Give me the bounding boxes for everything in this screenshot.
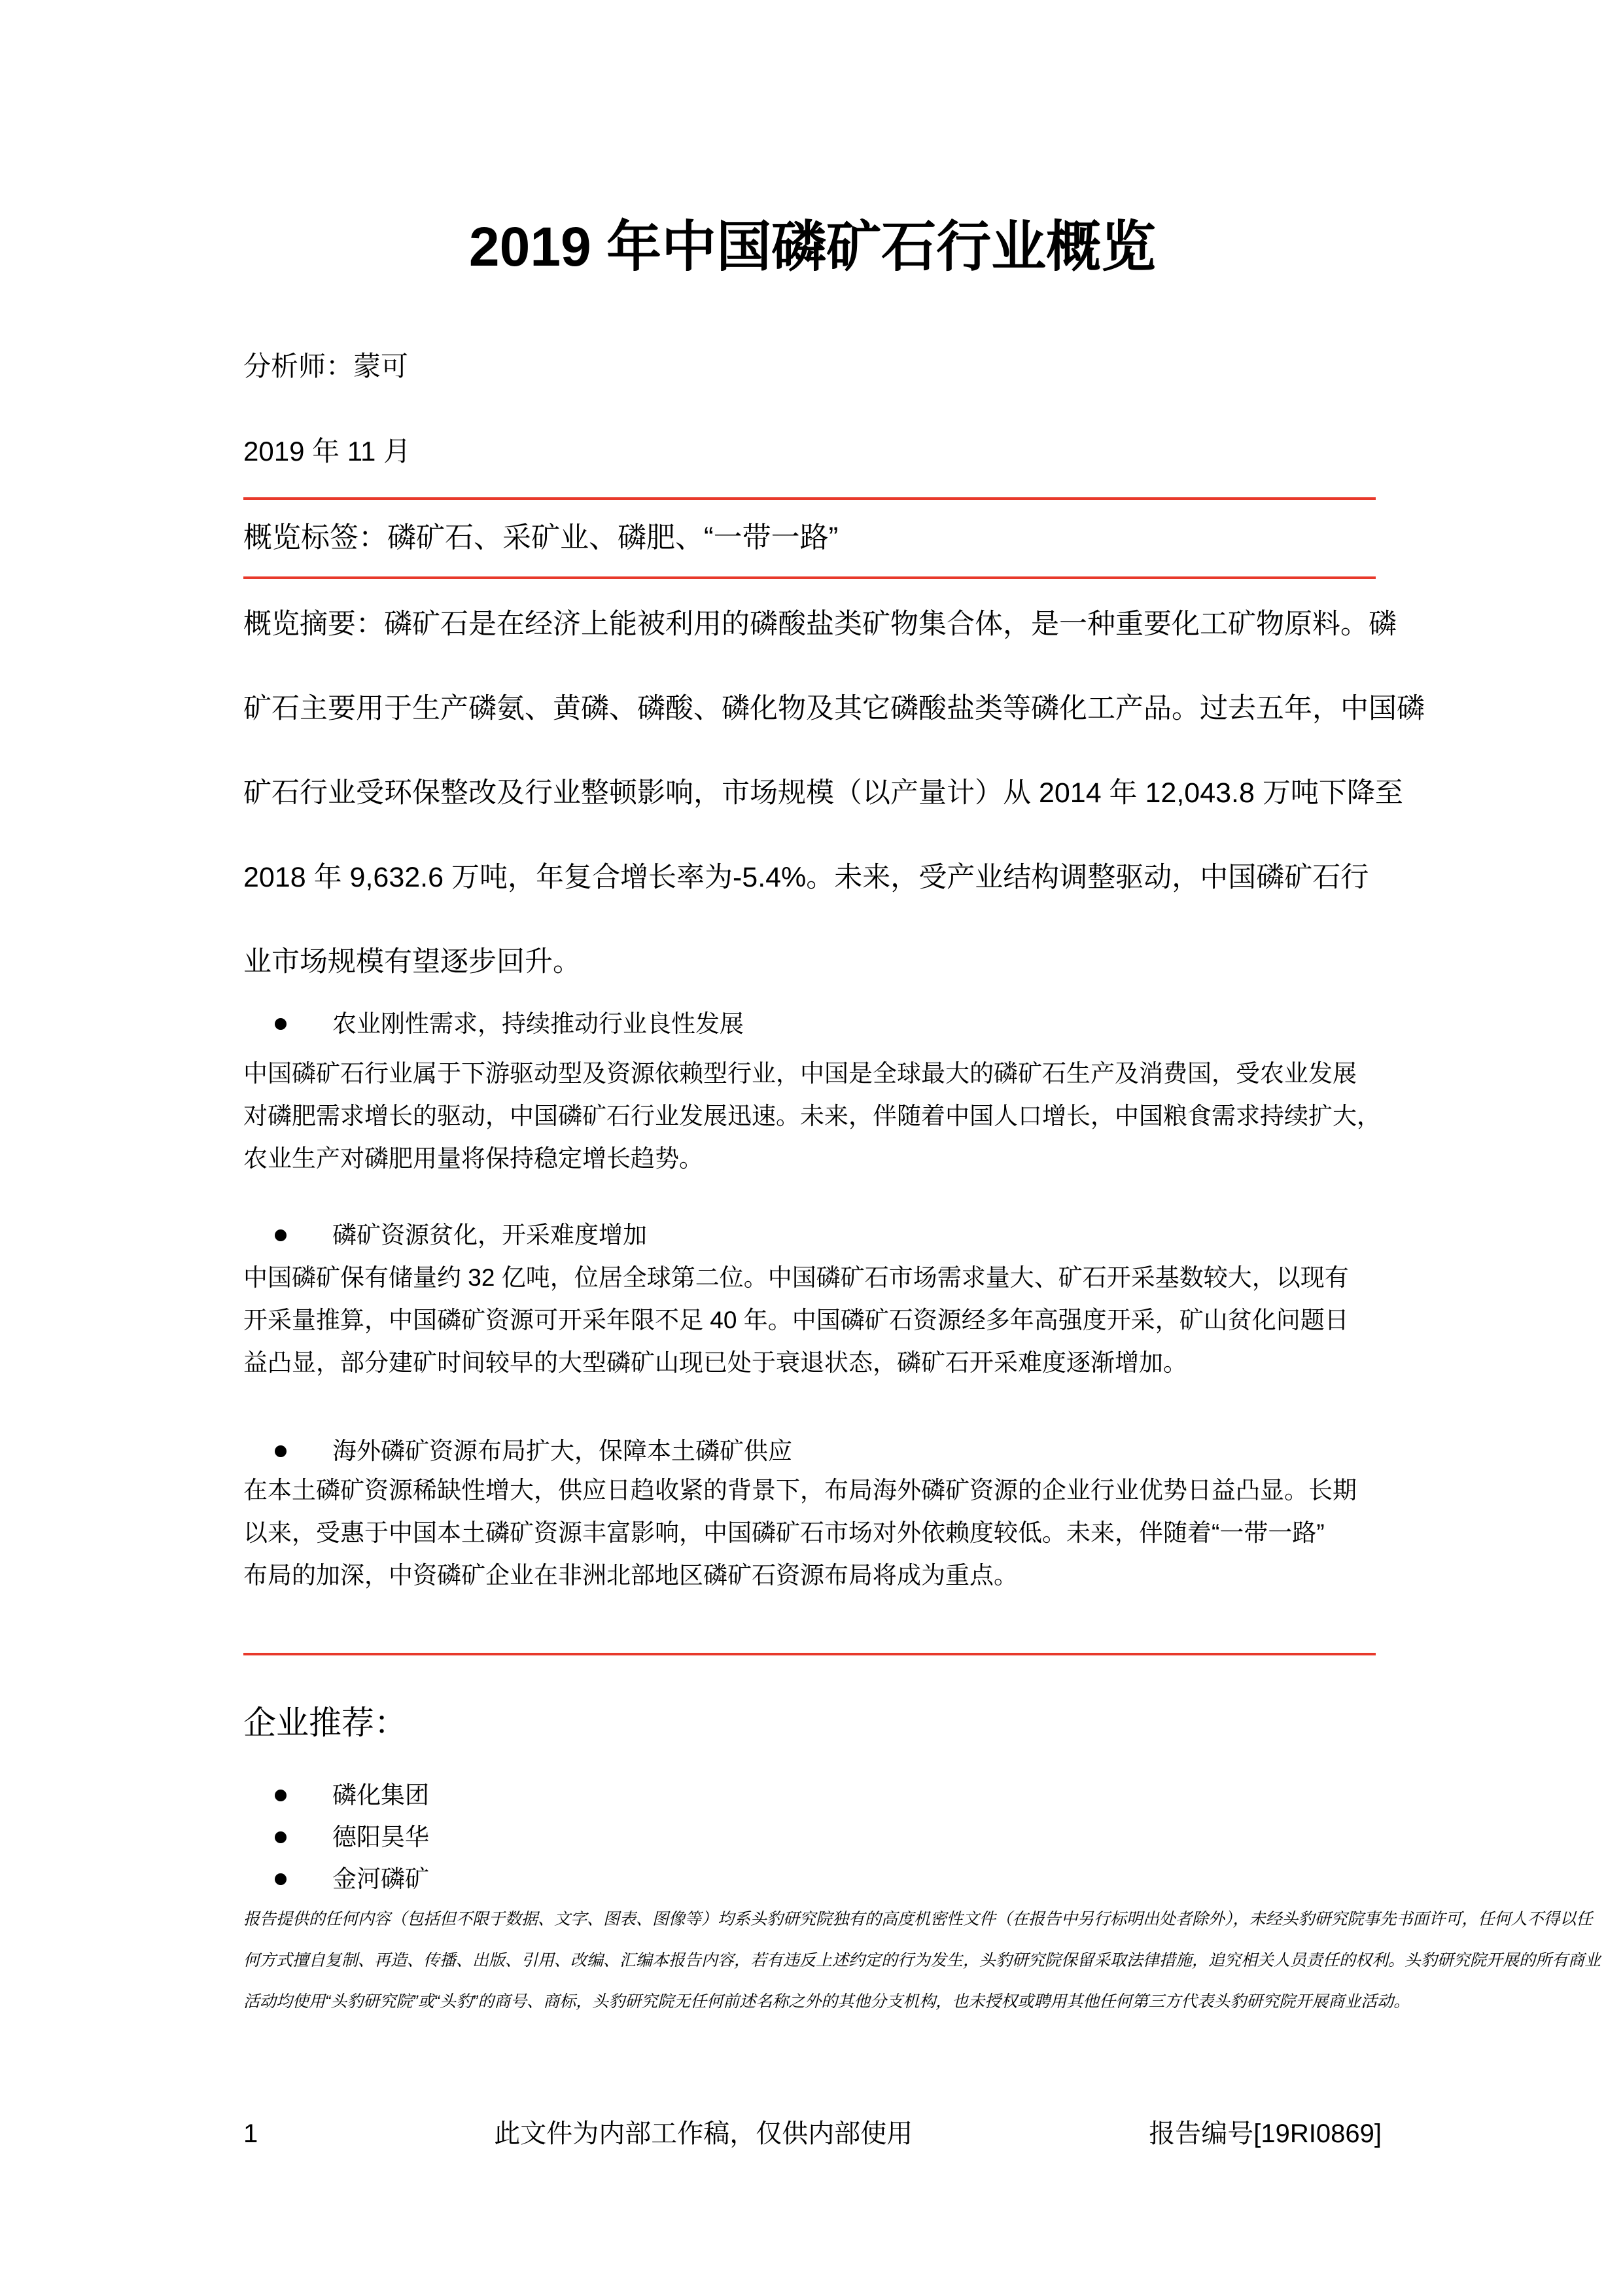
summary-line: 矿石行业受环保整改及行业整顿影响，市场规模（以产量计）从 2014 年 12,043.8 万吨下降至: [243, 777, 1403, 809]
bullet-icon: [275, 1831, 287, 1843]
report-number: 报告编号[19RI0869]: [1149, 2119, 1382, 2148]
body-line: 中国磷矿保有储量约 32 亿吨，位居全球第二位。中国磷矿石市场需求量大、矿石开采基数较大，以现有: [243, 1264, 1349, 1291]
company-name: 金河磷矿: [332, 1865, 429, 1892]
disclaimer-line: 何方式擅自复制、再造、传播、出版、引用、改编、汇编本报告内容，若有违反上述约定的行为发生，头豹研究院保留采取法律措施，追究相关人员责任的权利。头豹研究院开展的所有商业: [243, 1951, 1601, 1969]
page-footer: [243, 2117, 1382, 2150]
highlight-heading-resource-depletion: [243, 1219, 647, 1252]
summary-line: 概览摘要：磷矿石是在经济上能被利用的磷酸盐类矿物集合体，是一种重要化工矿物原料。磷: [243, 609, 1397, 640]
date-line: 2019 年 11 月: [243, 436, 411, 467]
highlight-body-resource-depletion: [243, 1256, 1382, 1384]
disclaimer-line: 活动均使用“头豹研究院”或“头豹”的商号、商标，头豹研究院无任何前述名称之外的其他分支机构，也未授权或聘用其他任何第三方代表头豹研究院开展商业活动。: [243, 1992, 1410, 2011]
body-line: 益凸显，部分建矿时间较早的大型磷矿山现已处于衰退状态，磷矿石开采难度逐渐增加。: [243, 1349, 1187, 1376]
divider-top: [243, 497, 1376, 500]
company-name: 磷化集团: [332, 1782, 429, 1809]
summary-line: 2018 年 9,632.6 万吨，年复合增长率为-5.4%。未来，受产业结构调整驱动，中国磷矿石行: [243, 862, 1369, 893]
summary-line: 业市场规模有望逐步回升。: [243, 946, 581, 978]
legal-disclaimer: [243, 1899, 1601, 2022]
summary-paragraph: [243, 582, 1425, 1004]
divider-tags: [243, 576, 1376, 579]
bullet-icon: [275, 1229, 287, 1241]
body-line: 农业生产对磷肥用量将保持稳定增长趋势。: [243, 1145, 703, 1172]
body-line: 在本土磷矿资源稀缺性增大，供应日趋收紧的背景下，布局海外磷矿资源的企业行业优势日益凸显。长期: [243, 1477, 1357, 1504]
bullet-icon: [275, 1873, 287, 1885]
highlight-heading-overseas-layout: [243, 1435, 792, 1468]
highlight-heading-text: 海外磷矿资源布局扩大，保障本土磷矿供应: [332, 1438, 792, 1464]
list-item-company: [243, 1816, 1382, 1858]
body-line: 开采量推算，中国磷矿资源可开采年限不足 40 年。中国磷矿石资源经多年高强度开采，矿山贫化问题日: [243, 1307, 1349, 1333]
bullet-icon: [275, 1790, 287, 1801]
highlight-heading-text: 磷矿资源贫化，开采难度增加: [332, 1222, 647, 1248]
company-list: [243, 1775, 1382, 1900]
disclaimer-line: 报告提供的任何内容（包括但不限于数据、文字、图表、图像等）均系头豹研究院独有的高度机密性文件（在报告中另行标明出处者除外），未经头豹研究院事先书面许可，任何人不得以任: [243, 1910, 1593, 1928]
bullet-icon: [275, 1018, 287, 1030]
list-item-company: [243, 1858, 1382, 1900]
company-name: 德阳昊华: [332, 1824, 429, 1850]
analyst-line: 分析师：蒙可: [243, 351, 409, 381]
tags-line: 概览标签：磷矿石、采矿业、磷肥、“一带一路”: [243, 521, 839, 554]
highlight-body-agriculture: [243, 1052, 1382, 1180]
highlight-heading-text: 农业刚性需求，持续推动行业良性发展: [332, 1010, 744, 1037]
page-number: 1: [243, 2119, 258, 2148]
body-line: 对磷肥需求增长的驱动，中国磷矿石行业发展迅速。未来，伴随着中国人口增长，中国粮食需求持续扩大，: [243, 1103, 1381, 1129]
bullet-icon: [275, 1445, 287, 1457]
list-item-company: [243, 1775, 1382, 1816]
page-title: 2019 年中国磷矿石行业概览: [468, 216, 1157, 277]
recommendations-heading: 企业推荐：: [243, 1704, 407, 1741]
summary-line: 矿石主要用于生产磷氨、黄磷、磷酸、磷化物及其它磷酸盐类等磷化工产品。过去五年，中国磷: [243, 693, 1425, 724]
divider-recommendations: [243, 1653, 1376, 1655]
footer-note: 此文件为内部工作稿，仅供内部使用: [494, 2119, 913, 2148]
highlight-body-overseas-layout: [243, 1469, 1382, 1597]
body-line: 布局的加深，中资磷矿企业在非洲北部地区磷矿石资源布局将成为重点。: [243, 1562, 1018, 1589]
body-line: 中国磷矿石行业属于下游驱动型及资源依赖型行业，中国是全球最大的磷矿石生产及消费国，受农业发展: [243, 1060, 1357, 1087]
body-line: 以来，受惠于中国本土磷矿资源丰富影响，中国磷矿石市场对外依赖度较低。未来，伴随着“一带一路”: [243, 1519, 1325, 1546]
highlight-heading-agriculture: [243, 1008, 744, 1040]
